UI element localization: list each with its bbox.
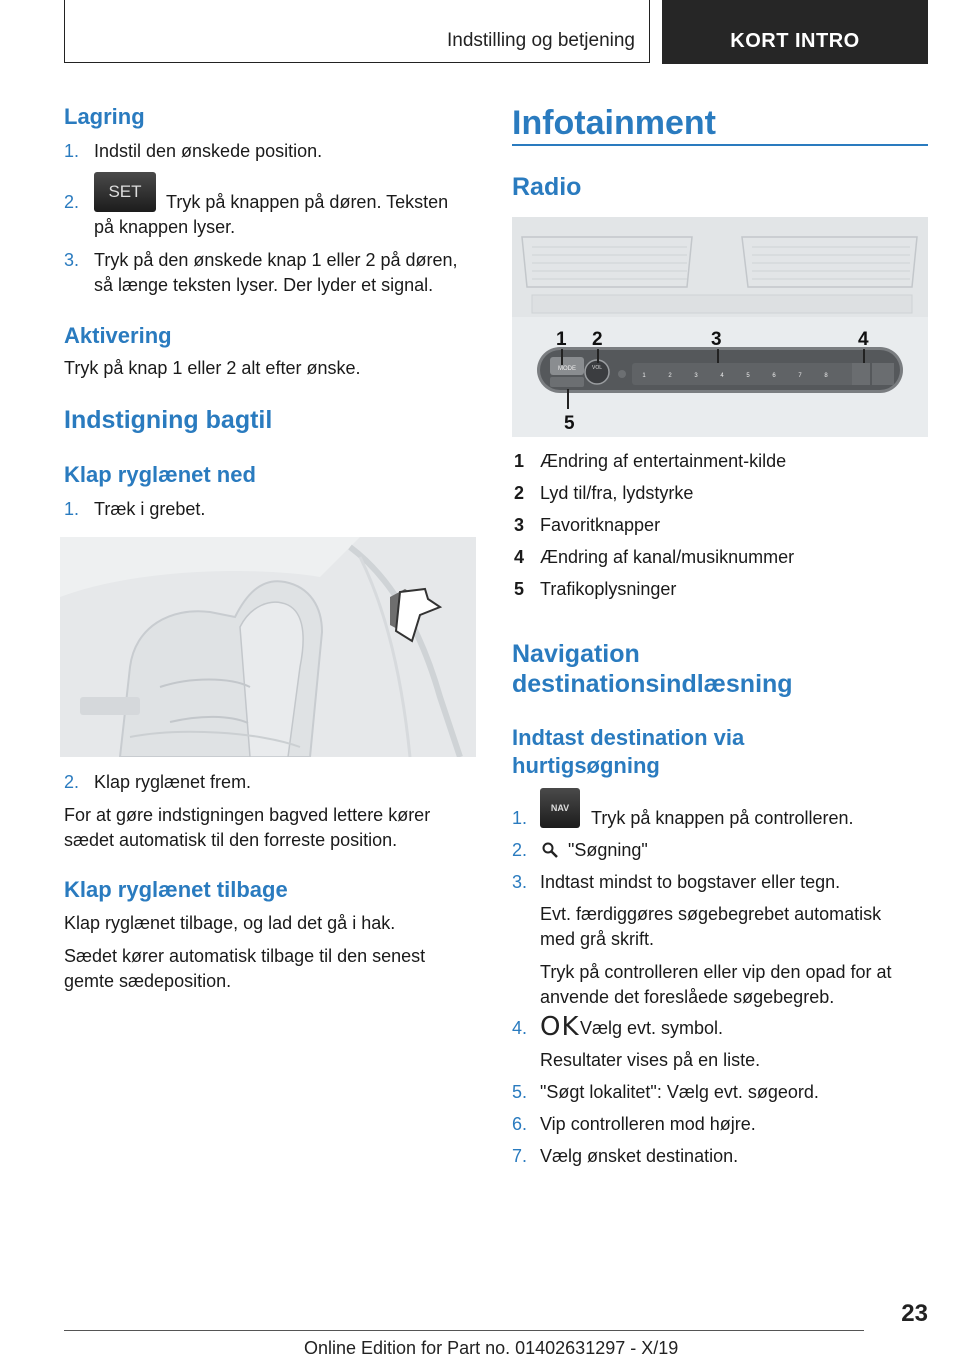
legend-text: Trafikoplysninger [540,579,677,599]
legend-number: 1 [514,451,525,471]
legend-text: Ændring af entertainment-kilde [540,451,787,471]
preset-label: 7 [798,373,802,379]
heading-rule [512,144,928,146]
heading-klap-tilbage: Klap ryglænet tilbage [64,877,288,902]
paragraph: gemte sædeposition. [64,971,232,991]
seat-image [60,537,476,757]
legend-text: Favoritknapper [540,515,661,535]
legend-number: 2 [514,483,525,503]
legend-number: 3 [514,515,525,535]
heading-infotainment: Infotainment [512,104,716,142]
callout-2: 2 [592,329,603,350]
preset-label: 5 [746,373,750,379]
step-text: Træk i grebet. [94,499,206,519]
paragraph: sædet automatisk til den forreste position. [64,830,398,850]
heading-hurtigsogning: hurtigsøgning [512,753,660,778]
heading-navigation-2: destinationsindlæsning [512,670,793,698]
step-number: 2. [64,192,80,212]
step-text: "Søgning" [568,840,648,860]
preset-label: 1 [642,373,646,379]
section-tab [64,0,650,63]
legend-text: Lyd til/fra, lydstyrke [540,483,694,503]
step-number: 5. [512,1082,528,1102]
step-number: 7. [512,1146,528,1166]
section-title: Indstilling og betjening [446,30,635,51]
callout-4: 4 [858,329,869,350]
step-note: Evt. færdiggøres søgebegrebet automatisk [540,904,882,924]
step-text: Indstil den ønskede position. [94,141,323,161]
preset-label: 3 [694,373,698,379]
step-number: 2. [512,840,528,860]
preset-label: 6 [772,373,776,379]
paragraph: For at gøre indstigningen bagved lettere kører [64,805,431,825]
preset-label: 4 [720,373,724,379]
legend-number: 4 [514,547,525,567]
paragraph: Tryk på knap 1 eller 2 alt efter ønske. [64,358,361,378]
preset-label: 8 [824,373,828,379]
callout-1: 1 [556,329,567,350]
footer-text: Online Edition for Part no. 01402631297 - X/19 [304,1338,679,1358]
heading-aktivering: Aktivering [64,323,172,348]
heading-indtast: Indtast destination via [512,725,745,750]
page-header [64,0,928,64]
heading-lagring: Lagring [64,104,145,129]
heading-klap-ned: Klap ryglænet ned [64,462,256,487]
callout-3: 3 [711,329,722,350]
step-text: Tryk på knappen på controlleren. [591,808,854,828]
step-number: 3. [512,872,528,892]
step-number: 1. [512,808,528,828]
step-number: 4. [512,1018,528,1038]
page-number: 23 [901,1300,928,1327]
paragraph: Klap ryglænet tilbage, og lad det gå i hak. [64,913,396,933]
paragraph: Sædet kører automatisk tilbage til den senest [64,946,426,966]
step-number: 1. [64,141,80,161]
heading-indstigning: Indstigning bagtil [64,406,273,434]
step-note: anvende det foreslåede søgebegreb. [540,987,835,1007]
step-text: Indtast mindst to bogstaver eller tegn. [540,872,841,892]
step-note: Resultater vises på en liste. [540,1050,761,1070]
step-text: Tryk på knappen på døren. Teksten [166,192,449,212]
search-icon [542,842,558,858]
step-note: Tryk på controlleren eller vip den opad for at [540,962,892,982]
set-key-icon: SET [94,172,156,212]
vol-label: VOL [591,365,603,371]
step-number: 6. [512,1114,528,1134]
step-number: 2. [64,772,80,792]
footer-rule [64,1330,864,1331]
step-number: 3. [64,250,80,270]
mode-label: MODE [558,366,576,372]
step-text: på knappen lyser. [94,217,236,237]
step-text: Tryk på den ønskede knap 1 eller 2 på døren, [94,250,458,270]
step-text: Vælg evt. symbol. [580,1018,724,1038]
step-number: 1. [64,499,80,519]
heading-navigation: Navigation [512,640,640,668]
chapter-tab [662,0,928,64]
legend-number: 5 [514,579,525,599]
heading-radio: Radio [512,173,582,201]
step-text: Klap ryglænet frem. [94,772,252,792]
radio-panel-image [512,217,928,437]
nav-key-icon: NAV [540,788,580,828]
preset-label: 2 [668,373,672,379]
step-text: Vip controlleren mod højre. [540,1114,756,1134]
step-text: så længe teksten lyser. Der lyder et signal. [94,275,434,295]
step-text: "Søgt lokalitet": Vælg evt. søgeord. [540,1082,819,1102]
ok-icon: OK [540,1012,580,1042]
step-note: med grå skrift. [540,929,655,949]
chapter-title: KORT INTRO [730,30,860,52]
step-text: Vælg ønsket destination. [540,1146,739,1166]
callout-5: 5 [564,413,575,434]
legend-text: Ændring af kanal/musiknummer [540,547,795,567]
